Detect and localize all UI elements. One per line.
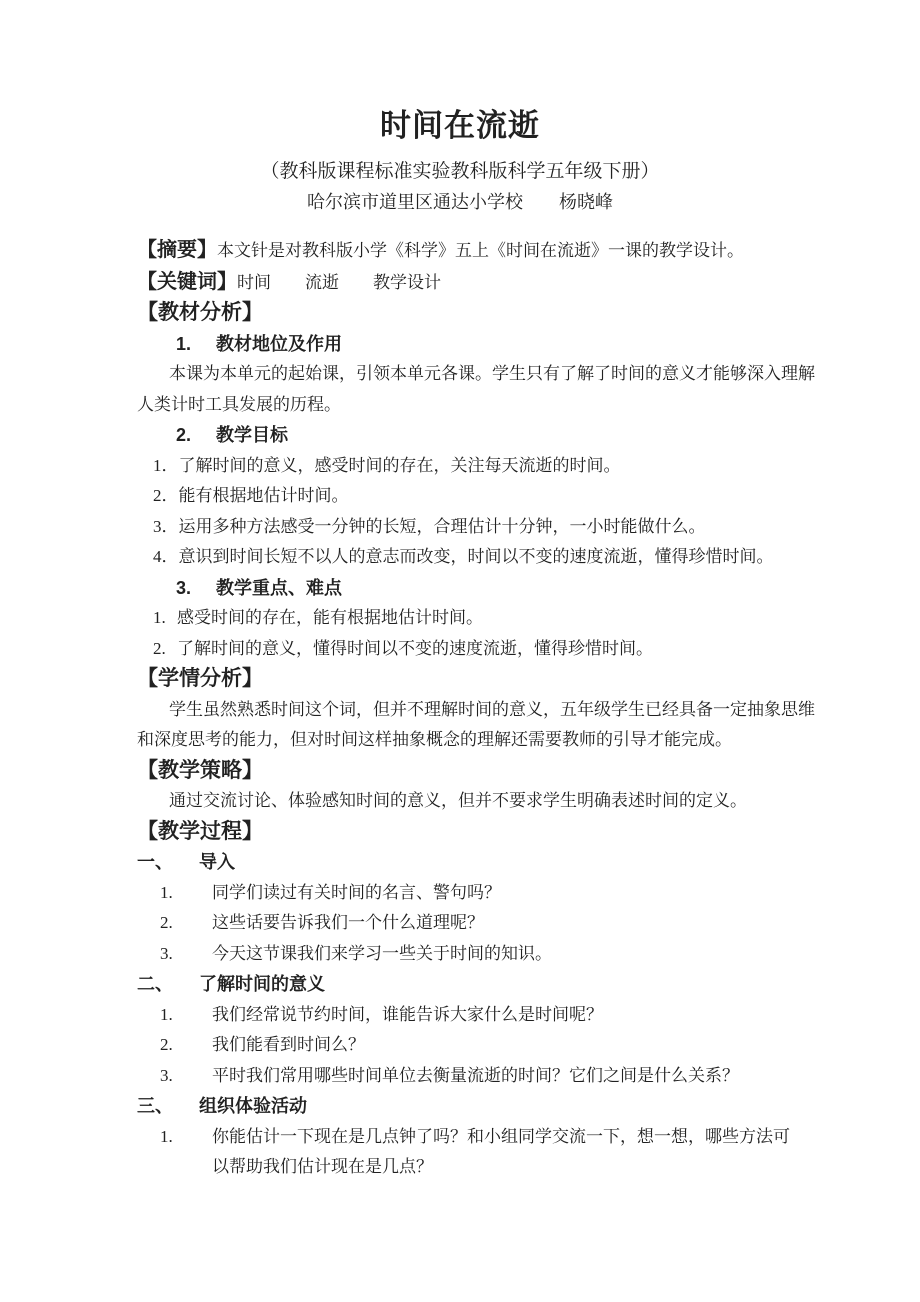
step-title: 了解时间的意义 bbox=[199, 974, 325, 994]
list-item-line bbox=[137, 1030, 840, 1061]
list-item bbox=[153, 481, 840, 512]
list-item-text: 你能估计一下现在是几点钟了吗？和小组同学交流一下，想一想，哪些方法可 bbox=[212, 1126, 790, 1146]
step-number: 二、 bbox=[137, 974, 173, 994]
paragraph-line: 学生虽然熟悉时间这个词，但并不理解时间的意义，五年级学生已经具备一定抽象思维 bbox=[169, 699, 815, 719]
heading-learner-analysis: 【学情分析】 bbox=[137, 667, 263, 690]
paragraph-line: 和深度思考的能力，但对时间这样抽象概念的理解还需要教师的引导才能完成。 bbox=[137, 730, 732, 749]
list-item bbox=[153, 512, 840, 543]
list-item-text: 我们经常说节约时间，谁能告诉大家什么是时间呢？ bbox=[212, 1004, 603, 1024]
keywords-line bbox=[137, 267, 840, 299]
subheading-title: 教学目标 bbox=[216, 425, 288, 445]
list-item bbox=[153, 542, 840, 573]
step-title: 组织体验活动 bbox=[199, 1096, 307, 1116]
subheading-number: 2. bbox=[176, 425, 192, 445]
list-item-number: 1. bbox=[160, 1126, 173, 1146]
list-item-text: 这些话要告诉我们一个什么道理呢？ bbox=[212, 913, 484, 932]
keywords-label: 【关键词】 bbox=[137, 270, 237, 293]
list-item-line bbox=[137, 939, 840, 970]
list-item-number: 3． bbox=[153, 516, 179, 536]
list-item-number: 3. bbox=[160, 1065, 173, 1085]
list-item-text: 了解时间的意义，懂得时间以不变的速度流逝，懂得珍惜时间。 bbox=[177, 638, 653, 658]
keywords-text: 时间 流逝 教学设计 bbox=[237, 272, 441, 292]
abstract-line bbox=[137, 235, 840, 267]
list-item-number: 1. bbox=[153, 608, 166, 627]
paragraph-line: 本课为本单元的起始课，引领本单元各课。学生只有了解了时间的意义才能够深入理解 bbox=[169, 364, 815, 383]
list-item-number: 2． bbox=[153, 486, 179, 505]
list-item bbox=[153, 603, 840, 634]
list-item bbox=[153, 451, 840, 482]
list-item-number: 1． bbox=[153, 455, 179, 475]
list-item-text: 运用多种方法感受一分钟的长短，合理估计十分钟，一小时能做什么。 bbox=[178, 516, 706, 536]
page-title: 时间在流逝 bbox=[380, 108, 540, 143]
paragraph-line: 通过交流讨论、体验感知时间的意义，但并不要求学生明确表述时间的定义。 bbox=[169, 791, 747, 810]
step-number: 三、 bbox=[137, 1096, 173, 1116]
list-item-text: 能有根据地估计时间。 bbox=[178, 486, 349, 505]
list-item bbox=[137, 1000, 840, 1031]
list-item bbox=[137, 1061, 840, 1092]
document-subtitle: （教科版课程标准实验教科版科学五年级下册） bbox=[260, 161, 660, 182]
list-item bbox=[137, 908, 840, 939]
subheading-title: 教材地位及作用 bbox=[216, 333, 342, 354]
paragraph-line: 人类计时工具发展的历程。 bbox=[137, 394, 341, 414]
list-item-number: 4． bbox=[153, 547, 179, 566]
list-item-number: 2. bbox=[160, 913, 173, 932]
step-title: 导入 bbox=[199, 852, 235, 872]
step-heading-meaning-of-time bbox=[137, 969, 840, 1000]
list-item-continuation: 以帮助我们估计现在是几点？ bbox=[212, 1157, 433, 1176]
subheading-teaching-goals bbox=[176, 420, 840, 451]
list-item-number: 2. bbox=[153, 638, 166, 658]
subheading-number: 1. bbox=[176, 333, 192, 354]
abstract-text: 本文针是对教科版小学《科学》五上《时间在流逝》一课的教学设计。 bbox=[217, 241, 744, 260]
list-item-text: 我们能看到时间么？ bbox=[212, 1035, 365, 1054]
list-item-text: 今天这节课我们来学习一些关于时间的知识。 bbox=[212, 943, 552, 963]
list-item bbox=[137, 1122, 840, 1183]
list-item bbox=[137, 1030, 840, 1061]
step-number: 一、 bbox=[137, 852, 173, 872]
list-item-line bbox=[137, 1061, 840, 1092]
list-item-line bbox=[137, 1122, 840, 1153]
list-item-text: 意识到时间长短不以人的意志而改变，时间以不变的速度流逝，懂得珍惜时间。 bbox=[178, 547, 774, 566]
document-author: 哈尔滨市道里区通达小学校 杨晓峰 bbox=[307, 192, 613, 212]
list-item-line bbox=[137, 908, 840, 939]
subheading-title: 教学重点、难点 bbox=[216, 577, 342, 598]
step-heading-intro bbox=[137, 847, 840, 878]
subheading-material-role bbox=[176, 329, 840, 360]
list-item-text: 平时我们常用哪些时间单位去衡量流逝的时间？它们之间是什么关系？ bbox=[212, 1065, 739, 1085]
list-item-line bbox=[137, 1000, 840, 1031]
subheading-key-points bbox=[176, 573, 840, 604]
subheading-number: 3. bbox=[176, 577, 192, 598]
list-item-number: 3. bbox=[160, 943, 173, 963]
list-item-line bbox=[137, 878, 840, 909]
heading-teaching-strategy: 【教学策略】 bbox=[137, 758, 263, 782]
step-heading-experience-activity bbox=[137, 1091, 840, 1122]
list-item bbox=[137, 939, 840, 970]
list-item-text: 同学们读过有关时间的名言、警句吗？ bbox=[212, 882, 501, 902]
heading-teaching-process: 【教学过程】 bbox=[137, 819, 263, 843]
document-body bbox=[137, 235, 840, 1183]
list-item bbox=[153, 634, 840, 665]
list-item-number: 1. bbox=[160, 1004, 173, 1024]
list-item-text: 了解时间的意义，感受时间的存在，关注每天流逝的时间。 bbox=[178, 455, 621, 475]
list-item-number: 2. bbox=[160, 1035, 173, 1054]
list-item bbox=[137, 878, 840, 909]
list-item-text: 感受时间的存在，能有根据地估计时间。 bbox=[177, 608, 483, 627]
heading-material-analysis: 【教材分析】 bbox=[137, 301, 263, 324]
list-item-number: 1. bbox=[160, 882, 173, 902]
abstract-label: 【摘要】 bbox=[137, 239, 217, 261]
